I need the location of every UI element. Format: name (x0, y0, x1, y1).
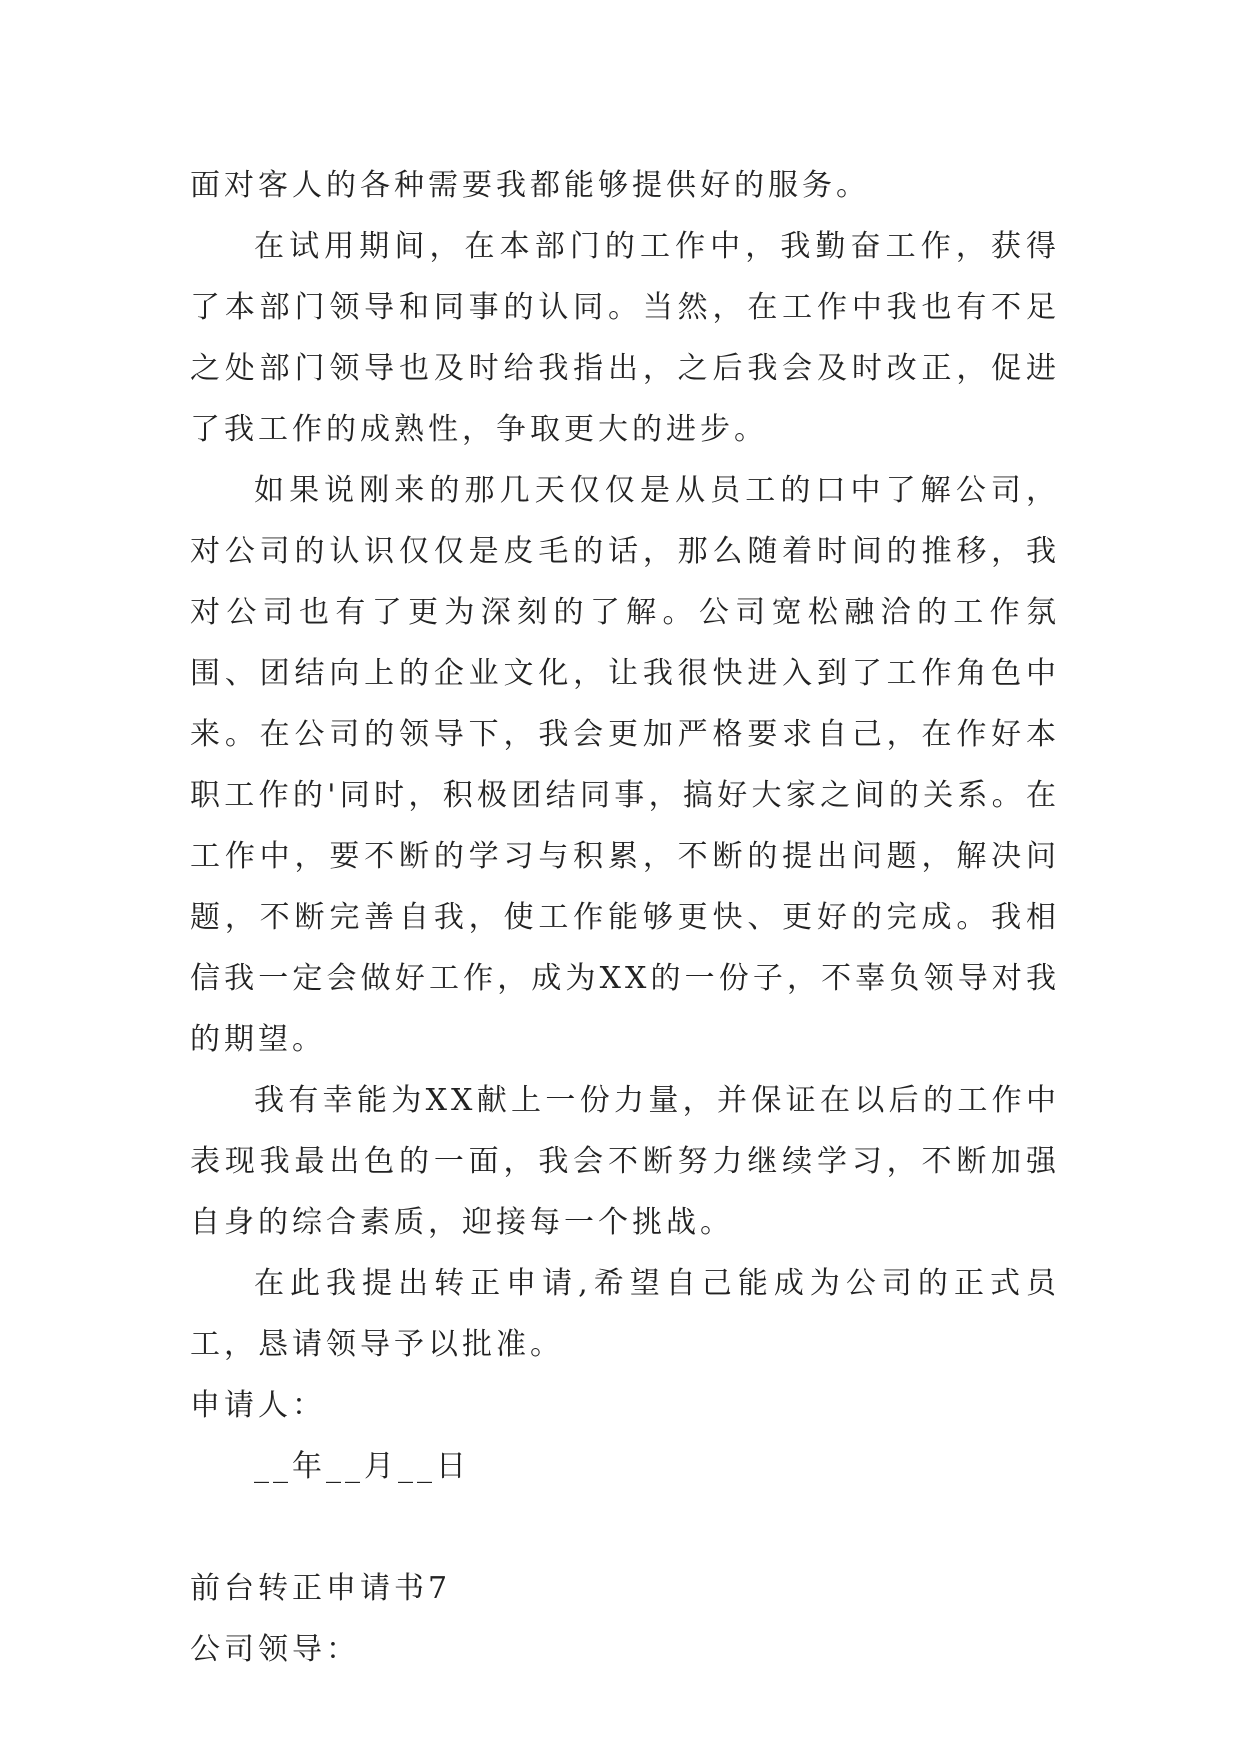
applicant-label: 申请人： (190, 1388, 326, 1423)
paragraph-continuation: 面对客人的各种需要我都能够提供好的服务。 (190, 168, 870, 203)
paragraph-contribution: 我有幸能为XX献上一份力量，并保证在以后的工作中表现我最出色的一面，我会不断努力继续学习，不断加强自身的综合素质，迎接每一个挑战。 (190, 1083, 1060, 1240)
blank-line (190, 1497, 1060, 1558)
document-body (190, 155, 1060, 1680)
next-document-title: 前台转正申请书7 (190, 1571, 452, 1606)
salutation: 公司领导： (190, 1632, 360, 1667)
paragraph-company-understanding: 如果说刚来的那几天仅仅是从员工的口中了解公司，对公司的认识仅仅是皮毛的话，那么随着时间的推移，我对公司也有了更为深刻的了解。公司宽松融洽的工作氛围、团结向上的企业文化，让我很快进入到了工作角色中来。在公司的领导下，我会更加严格要求自己，在作好本职工作的'同时，积极团结同事，搞好大家之间的关系。在工作中，要不断的学习与积累，不断的提出问题，解决问题，不断完善自我，使工作能够更快、更好的完成。我相信我一定会做好工作，成为XX的一份子，不辜负领导对我的期望。 (190, 473, 1060, 1057)
date-line: __年__月__日 (254, 1449, 470, 1484)
paragraph-probation: 在试用期间，在本部门的工作中，我勤奋工作，获得了本部门领导和同事的认同。当然，在工作中我也有不足之处部门领导也及时给我指出，之后我会及时改正，促进了我工作的成熟性，争取更大的进步。 (190, 229, 1060, 447)
paragraph-request: 在此我提出转正申请,希望自己能成为公司的正式员工，恳请领导予以批准。 (190, 1266, 1060, 1362)
